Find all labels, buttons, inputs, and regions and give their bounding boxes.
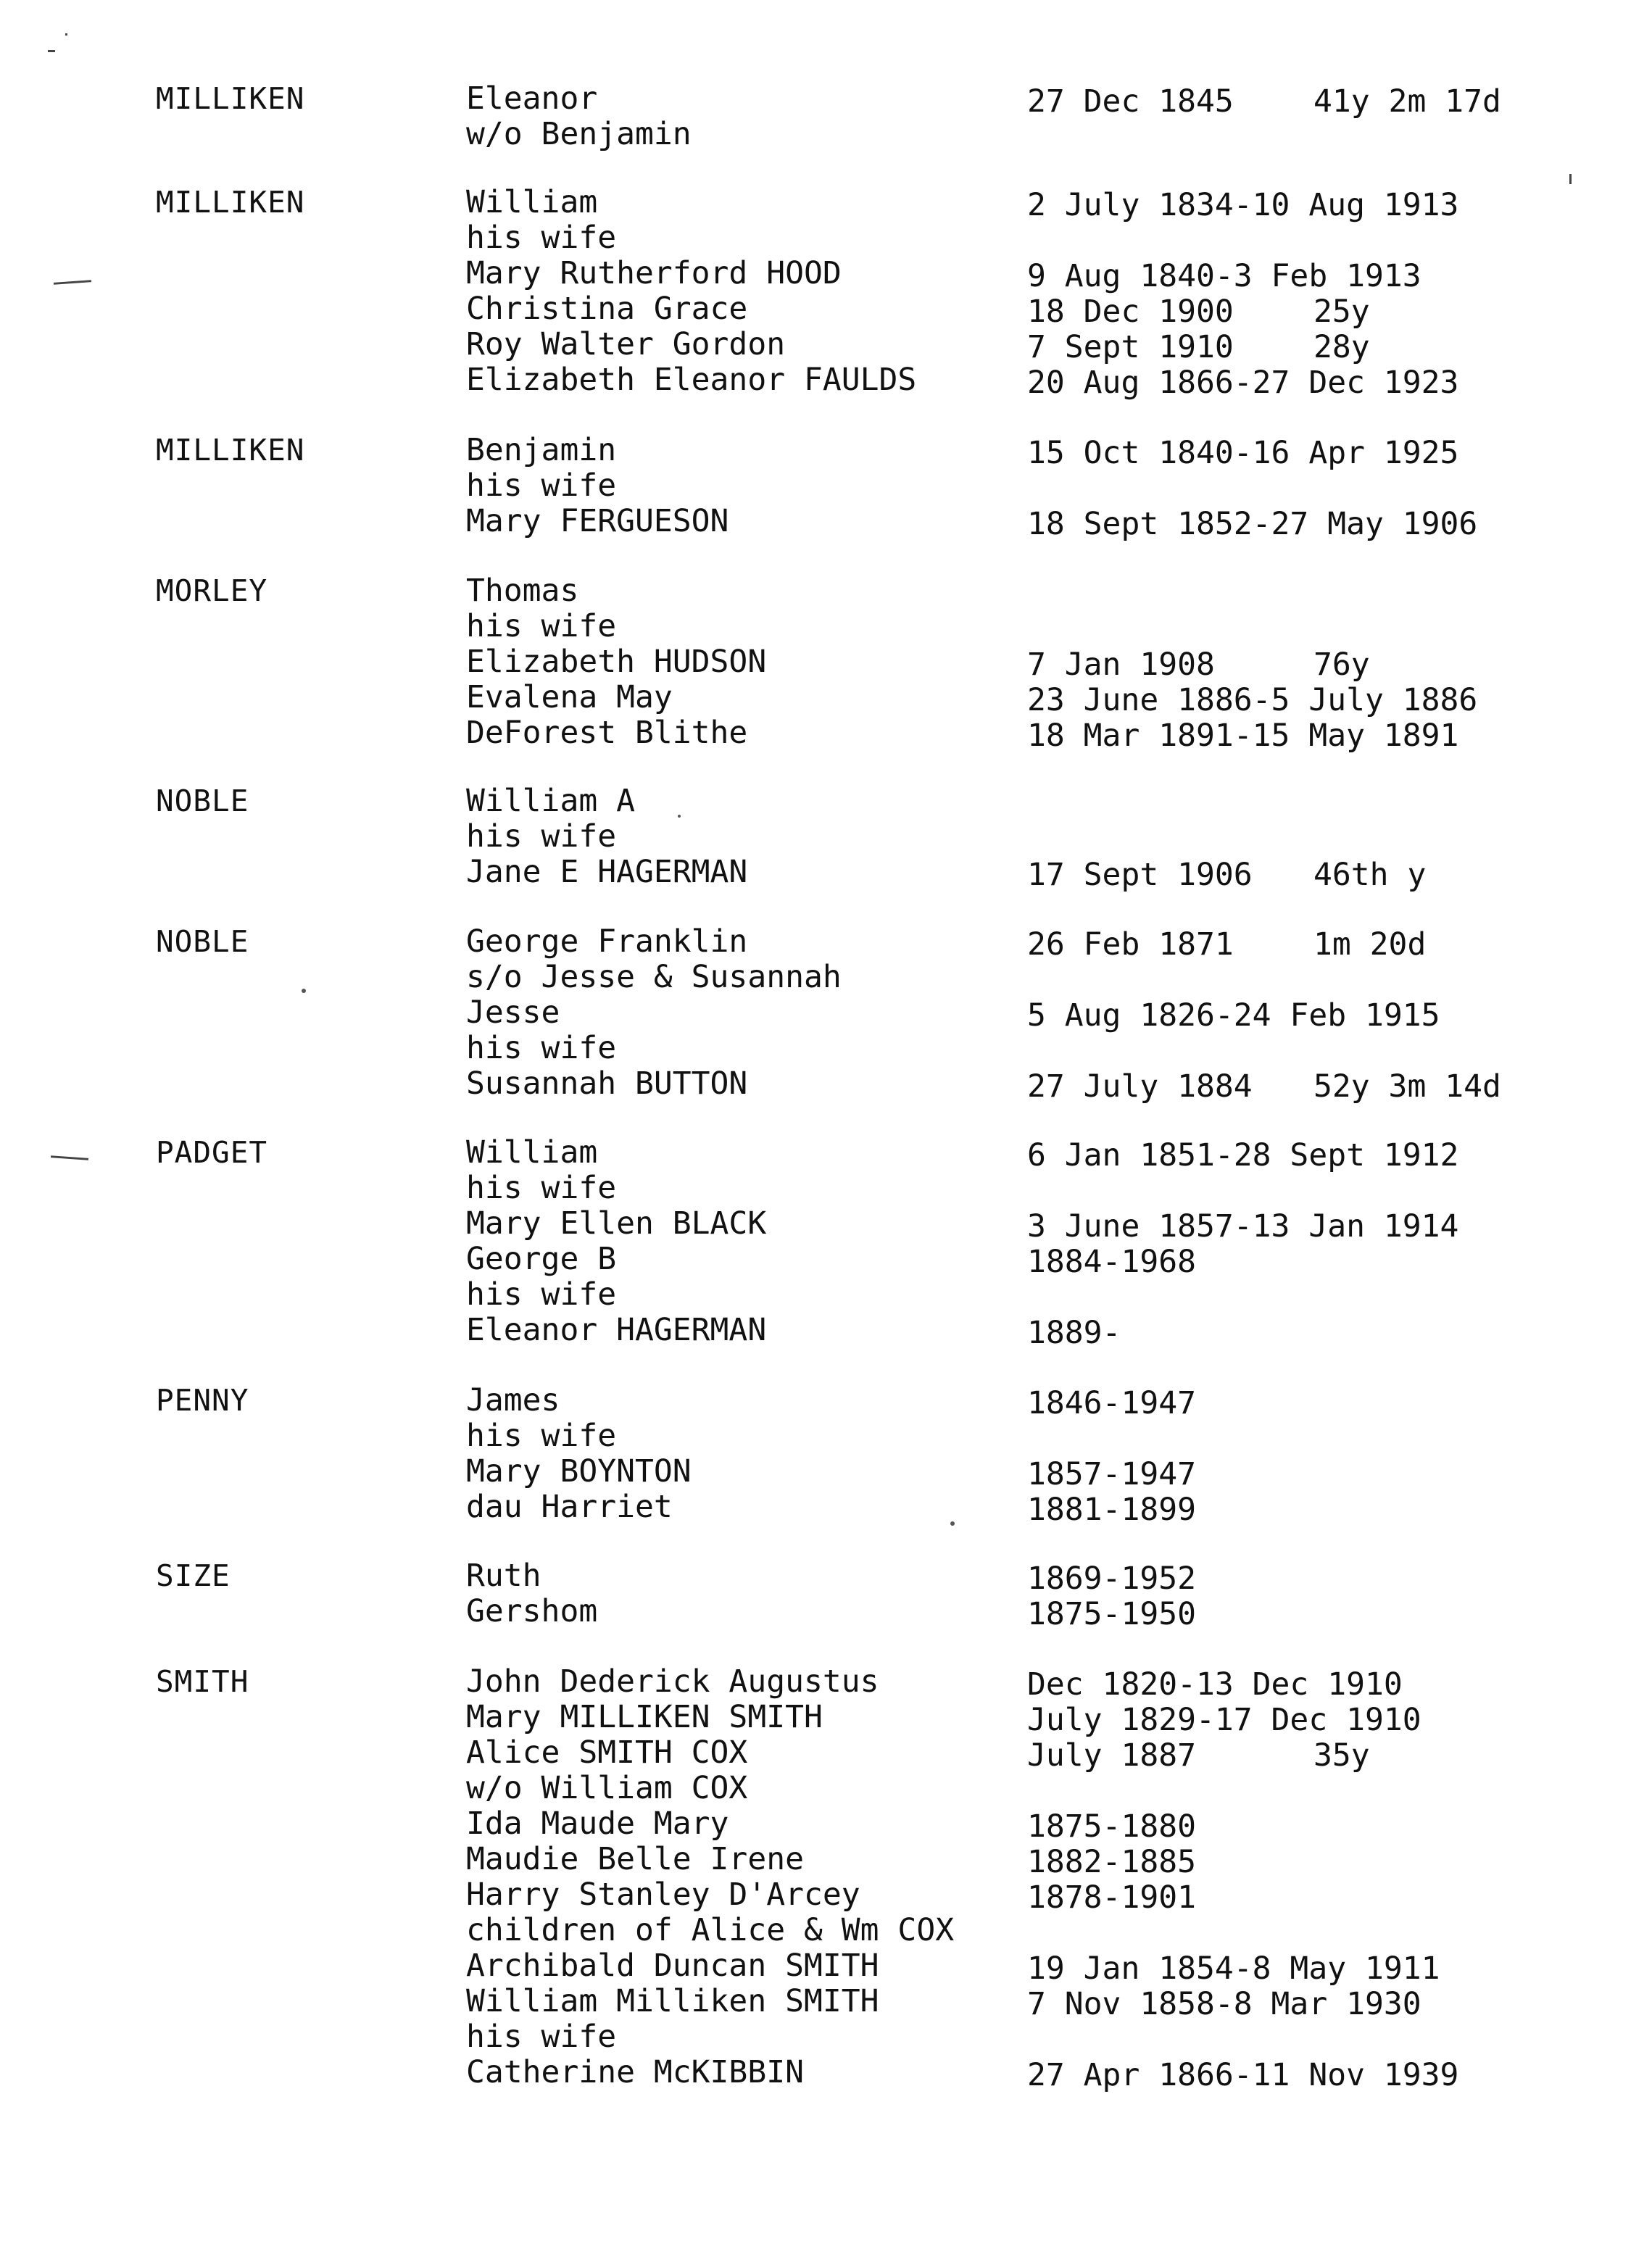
dates: 1882-1885 <box>1027 1844 1196 1880</box>
record-row <box>0 784 1652 819</box>
record-row <box>0 994 1652 1034</box>
record-row <box>0 2019 1652 2055</box>
person-name: William Milliken SMITH <box>466 1983 879 2019</box>
person-name: William A <box>466 783 635 819</box>
dates: 1875-1880 <box>1027 1808 1196 1845</box>
dates: 9 Aug 1840-3 Feb 1913 <box>1027 258 1421 294</box>
person-name: Eleanor HAGERMAN <box>466 1312 767 1348</box>
record-row <box>0 326 1652 365</box>
dates: 26 Feb 1871 <box>1027 926 1234 963</box>
person-name: Thomas <box>466 573 579 609</box>
surname: NOBLE <box>156 924 249 959</box>
person-name: Mary Ellen BLACK <box>466 1205 767 1242</box>
person-name: George Franklin <box>466 923 748 960</box>
person-name: William <box>466 1134 598 1171</box>
record-row <box>0 1312 1652 1351</box>
surname: SIZE <box>156 1558 231 1593</box>
person-name: his wife <box>466 1030 617 1066</box>
person-name: children of Alice & Wm COX <box>466 1912 955 1948</box>
record-row <box>0 220 1652 256</box>
record-row <box>0 1453 1652 1492</box>
surname: SMITH <box>156 1664 249 1699</box>
record-row <box>0 819 1652 855</box>
record-row <box>0 679 1652 718</box>
record-row <box>0 1734 1652 1774</box>
margin-tick-mark <box>48 50 55 52</box>
dates: 18 Dec 1900 <box>1027 294 1234 330</box>
record-row <box>0 1241 1652 1280</box>
person-name: Ruth <box>466 1558 541 1594</box>
age: 35y <box>1313 1737 1370 1774</box>
person-name: Gershom <box>466 1593 598 1629</box>
person-name: Benjamin <box>466 432 617 468</box>
person-name: George B <box>466 1241 617 1277</box>
person-name: w/o Benjamin <box>466 116 692 152</box>
person-name: his wife <box>466 608 617 644</box>
person-name: John Dederick Augustus <box>466 1663 879 1700</box>
record-row <box>0 1489 1652 1528</box>
person-name: his wife <box>466 1276 617 1313</box>
dates: 1846-1947 <box>1027 1385 1196 1421</box>
record-row <box>0 117 1652 152</box>
person-name: dau Harriet <box>466 1489 673 1525</box>
dates: 5 Aug 1826-24 Feb 1915 <box>1027 997 1440 1034</box>
surname: MILLIKEN <box>156 433 305 468</box>
dates: 1875-1950 <box>1027 1596 1196 1632</box>
dates: 18 Mar 1891-15 May 1891 <box>1027 718 1459 754</box>
surname: MORLEY <box>156 573 268 608</box>
person-name: DeForest Blithe <box>466 715 748 751</box>
dates: July 1887 <box>1027 1737 1196 1774</box>
dates: 3 June 1857-13 Jan 1914 <box>1027 1208 1459 1245</box>
record-row <box>0 1593 1652 1632</box>
surname: PENNY <box>156 1383 249 1418</box>
record-row <box>0 503 1652 542</box>
record-row <box>0 1277 1652 1313</box>
dates: 17 Sept 1906 <box>1027 857 1253 893</box>
person-name: Eleanor <box>466 80 598 117</box>
record-row <box>0 1171 1652 1206</box>
dates: 7 Nov 1858-8 Mar 1930 <box>1027 1986 1421 2022</box>
record-row <box>0 644 1652 683</box>
dates: 23 June 1886-5 July 1886 <box>1027 682 1478 718</box>
dates: 15 Oct 1840-16 Apr 1925 <box>1027 435 1459 471</box>
dates: 1869-1952 <box>1027 1561 1196 1597</box>
person-name: Jesse <box>466 994 560 1031</box>
record-row <box>0 1841 1652 1880</box>
dates: 7 Jan 1908 <box>1027 647 1215 683</box>
record-group <box>0 573 1652 754</box>
dates: 1884-1968 <box>1027 1244 1196 1280</box>
record-row <box>0 468 1652 504</box>
person-name: Catherine McKIBBIN <box>466 2054 804 2090</box>
person-name: his wife <box>466 1418 617 1454</box>
record-group <box>0 1134 1652 1351</box>
person-name: James <box>466 1382 560 1418</box>
age: 52y 3m 14d <box>1313 1068 1501 1105</box>
record-row <box>0 2054 1652 2093</box>
record-row <box>0 609 1652 644</box>
person-name: s/o Jesse & Susannah <box>466 959 842 995</box>
person-name: Archibald Duncan SMITH <box>466 1948 879 1984</box>
age: 1m 20d <box>1313 926 1427 963</box>
record-group <box>0 783 1652 893</box>
dates: 1889- <box>1027 1315 1121 1351</box>
person-name: Mary FERGUESON <box>466 503 729 539</box>
record-row <box>0 1382 1652 1421</box>
record-group <box>0 184 1652 401</box>
dates: 7 Sept 1910 <box>1027 329 1234 365</box>
record-row <box>0 1031 1652 1066</box>
dates: 19 Jan 1854-8 May 1911 <box>1027 1950 1440 1987</box>
record-row <box>0 1913 1652 1948</box>
person-name: Evalena May <box>466 679 673 715</box>
record-row <box>0 1771 1652 1806</box>
dates: 27 Apr 1866-11 Nov 1939 <box>1027 2057 1459 2093</box>
record-row <box>0 573 1652 609</box>
age: 46th y <box>1313 857 1427 893</box>
dates: 18 Sept 1852-27 May 1906 <box>1027 506 1478 542</box>
dates: Dec 1820-13 Dec 1910 <box>1027 1666 1403 1703</box>
record-row <box>0 80 1652 120</box>
record-row <box>0 1663 1652 1703</box>
person-name: Ida Maude Mary <box>466 1806 729 1842</box>
record-row <box>0 854 1652 893</box>
record-group <box>0 1558 1652 1632</box>
person-name: Harry Stanley D'Arcey <box>466 1877 860 1913</box>
record-group <box>0 1382 1652 1528</box>
person-name: Susannah BUTTON <box>466 1065 748 1102</box>
record-row <box>0 1948 1652 1987</box>
person-name: Mary BOYNTON <box>466 1453 692 1489</box>
person-name: Maudie Belle Irene <box>466 1841 804 1877</box>
record-row <box>0 1699 1652 1738</box>
person-name: w/o William COX <box>466 1770 748 1806</box>
record-row <box>0 184 1652 223</box>
dates: 27 July 1884 <box>1027 1068 1253 1105</box>
dates: 27 Dec 1845 <box>1027 83 1234 120</box>
person-name: William <box>466 184 598 220</box>
margin-tick-mark <box>65 33 67 36</box>
dates: 1878-1901 <box>1027 1879 1196 1916</box>
record-row <box>0 1418 1652 1454</box>
age: 28y <box>1313 329 1370 365</box>
record-row <box>0 1135 1652 1171</box>
record-group <box>0 432 1652 542</box>
surname: MILLIKEN <box>156 185 305 220</box>
dates: 2 July 1834-10 Aug 1913 <box>1027 187 1459 223</box>
record-group <box>0 81 1652 152</box>
person-name: his wife <box>466 220 617 256</box>
record-row <box>0 715 1652 754</box>
person-name: Jane E HAGERMAN <box>466 854 748 890</box>
surname: MILLIKEN <box>156 81 305 116</box>
age: 25y <box>1313 294 1370 330</box>
person-name: his wife <box>466 468 617 504</box>
record-row <box>0 1877 1652 1916</box>
person-name: Mary MILLIKEN SMITH <box>466 1699 823 1735</box>
person-name: Elizabeth Eleanor FAULDS <box>466 362 917 398</box>
record-row <box>0 1205 1652 1245</box>
person-name: Roy Walter Gordon <box>466 326 786 362</box>
person-name: his wife <box>466 818 617 855</box>
record-row <box>0 291 1652 330</box>
record-group <box>0 923 1652 1105</box>
record-row <box>0 1558 1652 1597</box>
age: 41y 2m 17d <box>1313 83 1501 120</box>
age: 76y <box>1313 647 1370 683</box>
person-name: his wife <box>466 1170 617 1206</box>
person-name: his wife <box>466 2019 617 2055</box>
dates: 1857-1947 <box>1027 1456 1196 1492</box>
dates: 20 Aug 1866-27 Dec 1923 <box>1027 365 1459 401</box>
record-group <box>0 1663 1652 2093</box>
dates: July 1829-17 Dec 1910 <box>1027 1702 1421 1738</box>
record-row <box>0 1806 1652 1845</box>
surname: NOBLE <box>156 784 249 818</box>
margin-tick-mark <box>1569 174 1572 184</box>
record-row <box>0 1983 1652 2022</box>
record-row <box>0 432 1652 471</box>
person-name: Christina Grace <box>466 291 748 327</box>
record-row <box>0 960 1652 995</box>
dates: 1881-1899 <box>1027 1492 1196 1528</box>
dates: 6 Jan 1851-28 Sept 1912 <box>1027 1137 1459 1173</box>
person-name: Alice SMITH COX <box>466 1734 748 1771</box>
surname: PADGET <box>156 1135 268 1170</box>
person-name: Mary Rutherford HOOD <box>466 255 842 291</box>
record-row <box>0 362 1652 401</box>
record-row <box>0 255 1652 294</box>
record-row <box>0 923 1652 963</box>
record-row <box>0 1065 1652 1105</box>
person-name: Elizabeth HUDSON <box>466 644 767 680</box>
